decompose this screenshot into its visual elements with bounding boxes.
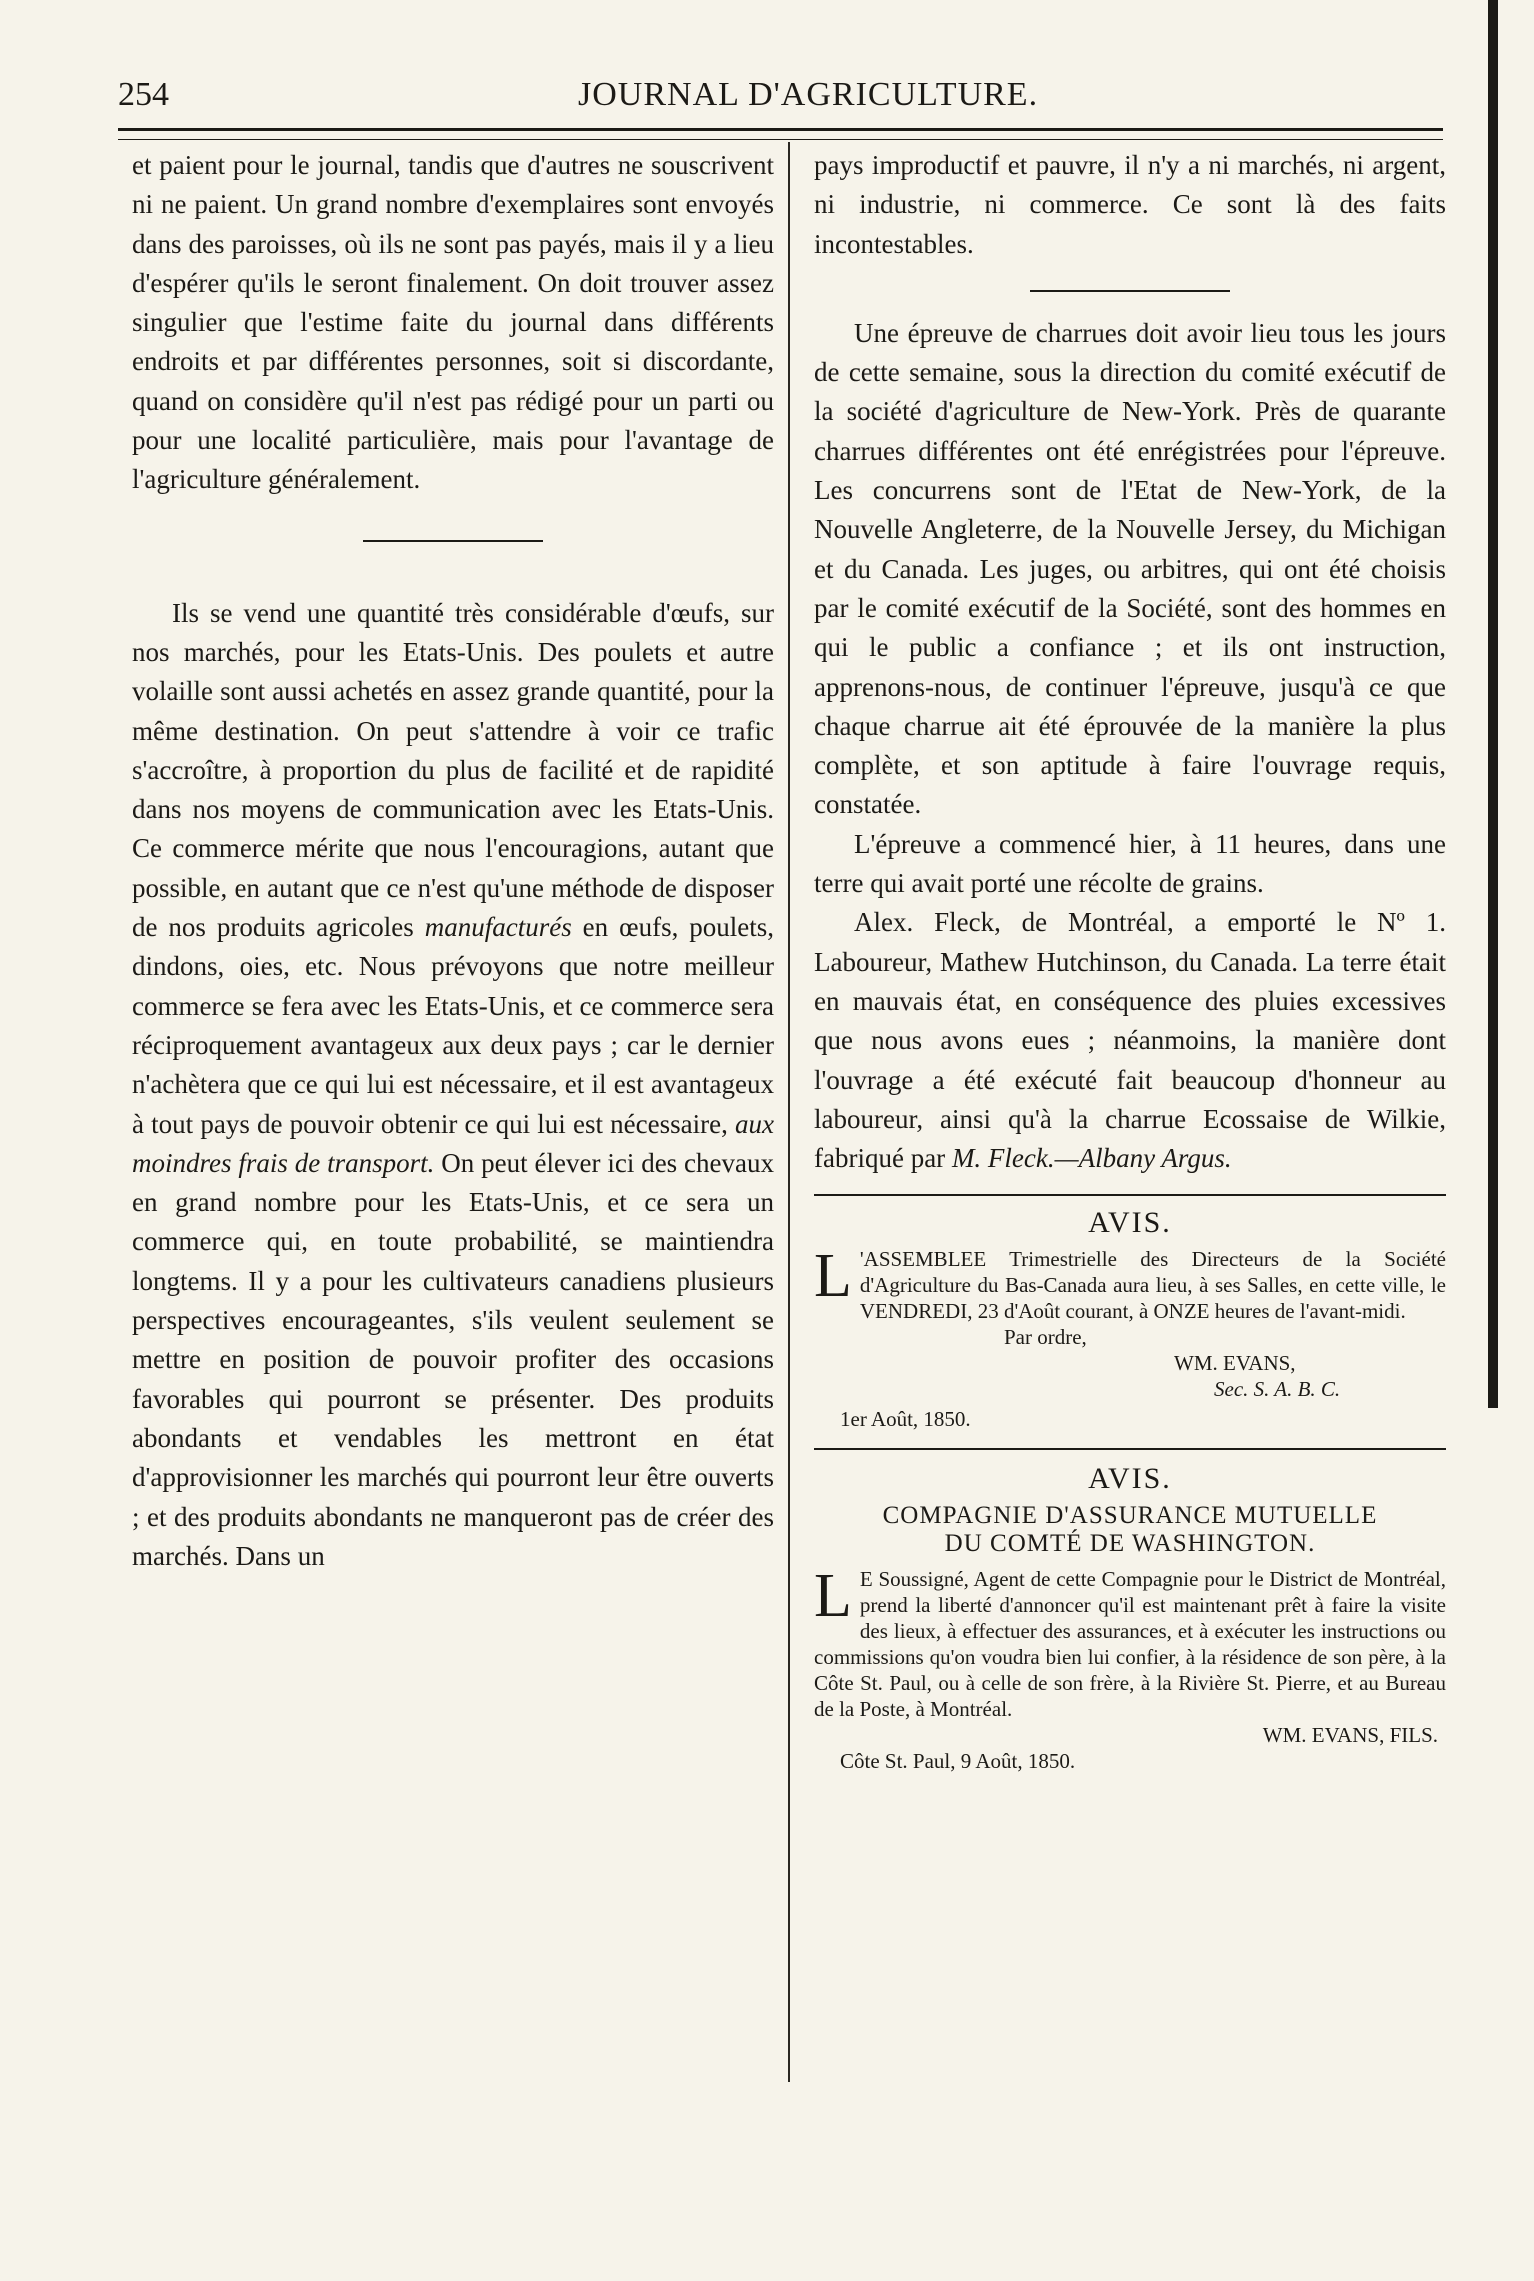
article-paragraph: pays improductif et pauvre, il n'y a ni marchés, ni argent, ni industrie, ni commerce. Ce sont là des faits incontestables. bbox=[814, 150, 1446, 259]
text-run: Alex. Fleck, de Montréal, a emporté le Nº 1. Laboureur, Mathew Hutchinson, du Canada. La terre était en mauvais état, en conséquence des pluies excessives que nous avons eues ; néanmoins, la manière dont l'ouvrage a été exécuté fait beaucoup d'honneur au laboureur, ainsi qu'à la charrue Ecossaise de Wilkie, fabriqué par bbox=[814, 907, 1446, 1174]
by-order: Par ordre, bbox=[1004, 1325, 1087, 1350]
notice-body bbox=[814, 1242, 1446, 1324]
italic-text: aux moindres frais de transport. bbox=[132, 1108, 775, 1178]
left-column bbox=[132, 146, 774, 1576]
text-run: 'ASSEMBLEE Trimestrielle des Directeurs de la Société d'Agriculture du Bas-Canada aura lieu, à ses Salles, en cette ville, le VENDREDI, 23 d'Août courant, à ONZE heures de l'avant-midi. bbox=[859, 1247, 1446, 1324]
page-header bbox=[118, 66, 1443, 130]
right-column bbox=[814, 146, 1446, 1774]
signer-name: WM. EVANS, FILS. bbox=[1262, 1723, 1438, 1748]
drop-cap: L bbox=[814, 1242, 852, 1311]
notice-insurance bbox=[814, 1462, 1446, 1774]
italic-text: manufacturés bbox=[424, 912, 572, 943]
article-paragraph-trade bbox=[132, 594, 774, 1576]
column-divider bbox=[788, 142, 790, 2082]
notice-subtitle: DU COMTÉ DE WASHINGTON. bbox=[944, 1530, 1316, 1558]
header-rule bbox=[118, 128, 1443, 140]
margin-bar bbox=[1488, 0, 1498, 1408]
notice-date: Côte St. Paul, 9 Août, 1850. bbox=[840, 1749, 1076, 1774]
signer-name: WM. EVANS, bbox=[1174, 1351, 1296, 1376]
text-run: On peut élever ici des chevaux en grand nombre pour les Etats-Unis, et ce sera un commerce qui, en toute probabilité, se maintiendra longtems. Il y a pour les cultivateurs canadiens plusieurs perspectives encourageantes, s'ils veulent seulement se mettre en position de pouvoir profiter des occasions favorables qui pourront se présenter. Des produits abondants et vendables les mettront en état d'approvisionner les marchés qui pourront leur être ouverts ; et des produits abondants ne manqueront pas de créer des marchés. Dans un bbox=[132, 1147, 775, 1571]
article-paragraph: et paient pour le journal, tandis que d'autres ne souscrivent ni ne paient. Un grand nombre d'exemplaires sont envoyés dans des paroisses, où ils ne sont pas payés, mais il y a lieu d'espérer qu'ils le seront finalement. On doit trouver assez singulier que l'estime faite du journal dans différents endroits et par différentes personnes, soit si discordante, quand on considère qu'il n'est pas rédigé pour un parti ou pour une localité particulière, mais pour l'avantage de l'agriculture généralement. bbox=[132, 150, 774, 495]
text-run: Ils se vend une quantité très considérable d'œufs, sur nos marchés, pour les Etats-Unis. Des poulets et autre volaille sont aussi achetés en assez grande quantité, pour la même destination. On peut s'attendre à voir ce trafic s'accroître, à proportion du plus de facilité et de rapidité dans nos moyens de communication avec les Etats-Unis. Ce commerce mérite que nous l'encouragions, autant que possible, en autant que ce n'est qu'une méthode de disposer de nos produits agricoles bbox=[132, 597, 774, 943]
page-number: 254 bbox=[118, 76, 169, 113]
article-paragraph: L'épreuve a commencé hier, à 11 heures, dans une terre qui avait porté une récolte de grains. bbox=[814, 828, 1446, 899]
italic-text: M. Fleck.—Albany Argus. bbox=[951, 1143, 1232, 1174]
notice-date: 1er Août, 1850. bbox=[840, 1407, 971, 1432]
notice-assembly bbox=[814, 1206, 1446, 1432]
article-paragraph-plough: Une épreuve de charrues doit avoir lieu tous les jours de cette semaine, sous la direction du comité exécutif de la société d'agriculture de New-York. Près de quarante charrues différentes ont été enrégistrées pour l'épreuve. Les concurrens sont de l'Etat de New-York, de la Nouvelle Angleterre, de la Nouvelle Jersey, du Michigan et du Canada. Les juges, ou arbitres, qui ont été choisis par le comité exécutif de la Société, sont des hommes en qui le public a confiance ; et ils ont instruction, apprenons-nous, de continuer l'épreuve, jusqu'à ce que chaque charrue ait été éprouvée de la manière la plus complète, et son aptitude à faire l'ouvrage requis, constatée. bbox=[814, 317, 1446, 820]
drop-cap: L bbox=[814, 1562, 852, 1631]
notice-body bbox=[814, 1562, 1446, 1722]
running-title: JOURNAL D'AGRICULTURE. bbox=[578, 76, 1039, 113]
notice-subtitle: COMPAGNIE D'ASSURANCE MUTUELLE bbox=[882, 1502, 1378, 1530]
text-run: E Soussigné, Agent de cette Compagnie pour le District de Montréal, prend la liberté d'annoncer qu'il est maintenant prêt à faire la visite des lieux, à effectuer des assurances, et à exécuter les instructions ou commissions qu'on voudra bien lui confier, à la résidence de son père, à la Côte St. Paul, ou à celle de son frère, à la Rivière St. Pierre, et au Bureau de la Poste, à Montréal. bbox=[814, 1567, 1446, 1722]
signer-title: Sec. S. A. B. C. bbox=[1214, 1377, 1341, 1402]
notice-title: AVIS. bbox=[1088, 1206, 1172, 1240]
article-paragraph bbox=[814, 903, 1446, 1178]
text-run: en œufs, poulets, dindons, oies, etc. Nous prévoyons que notre meilleur commerce se fera avec les Etats-Unis, et ce commerce sera réciproquement avantageux aux deux pays ; car le dernier n'achètera que ce qui lui est nécessaire, et il est avantageux à tout pays de pouvoir obtenir ce qui lui est nécessaire, bbox=[132, 912, 775, 1139]
notice-title: AVIS. bbox=[1088, 1462, 1172, 1496]
